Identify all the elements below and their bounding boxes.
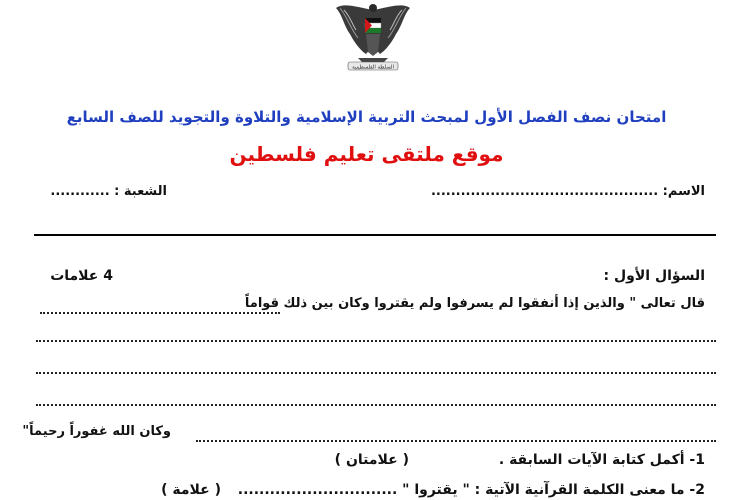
- palestinian-authority-emblem: [330, 0, 416, 78]
- answer-dots: [196, 440, 716, 442]
- answer-dots: [36, 372, 716, 374]
- verse-end: وكان الله غفوراً رحيماً": [22, 424, 171, 439]
- question-1-item-1: 1- أكمل كتابة الآيات السابقة .: [498, 452, 705, 468]
- question-1-marks: 4 علامات: [50, 268, 113, 284]
- section-field: الشعبة : ............: [50, 184, 167, 199]
- name-field: الاسم: ..............................................: [430, 184, 705, 199]
- exam-title: امتحان نصف الفصل الأول لمبحث التربية الإسلامية والتلاوة والتجويد للصف السابع: [66, 108, 667, 126]
- emblem-caption: السلطة الفلسطينية: [352, 64, 394, 71]
- answer-dots: [36, 404, 716, 406]
- question-1-item-2: 2- ما معنى الكلمة القرآنية الآتية : " يقتروا " ..............................: [237, 482, 705, 498]
- question-1-label: السؤال الأول :: [603, 268, 705, 284]
- question-1-item-1-marks: ( علامتان ): [334, 452, 409, 468]
- separator-line: [34, 234, 716, 236]
- question-1-item-2-marks: ( علامة ): [161, 482, 221, 498]
- verse-start: قال تعالى " والذين إذا أنفقوا لم يسرفوا ولم يقتروا وكان بين ذلك قواماً: [244, 296, 705, 311]
- answer-dots: [36, 340, 716, 342]
- answer-dots: [40, 312, 280, 314]
- site-name: موقع ملتقى تعليم فلسطين: [229, 142, 504, 166]
